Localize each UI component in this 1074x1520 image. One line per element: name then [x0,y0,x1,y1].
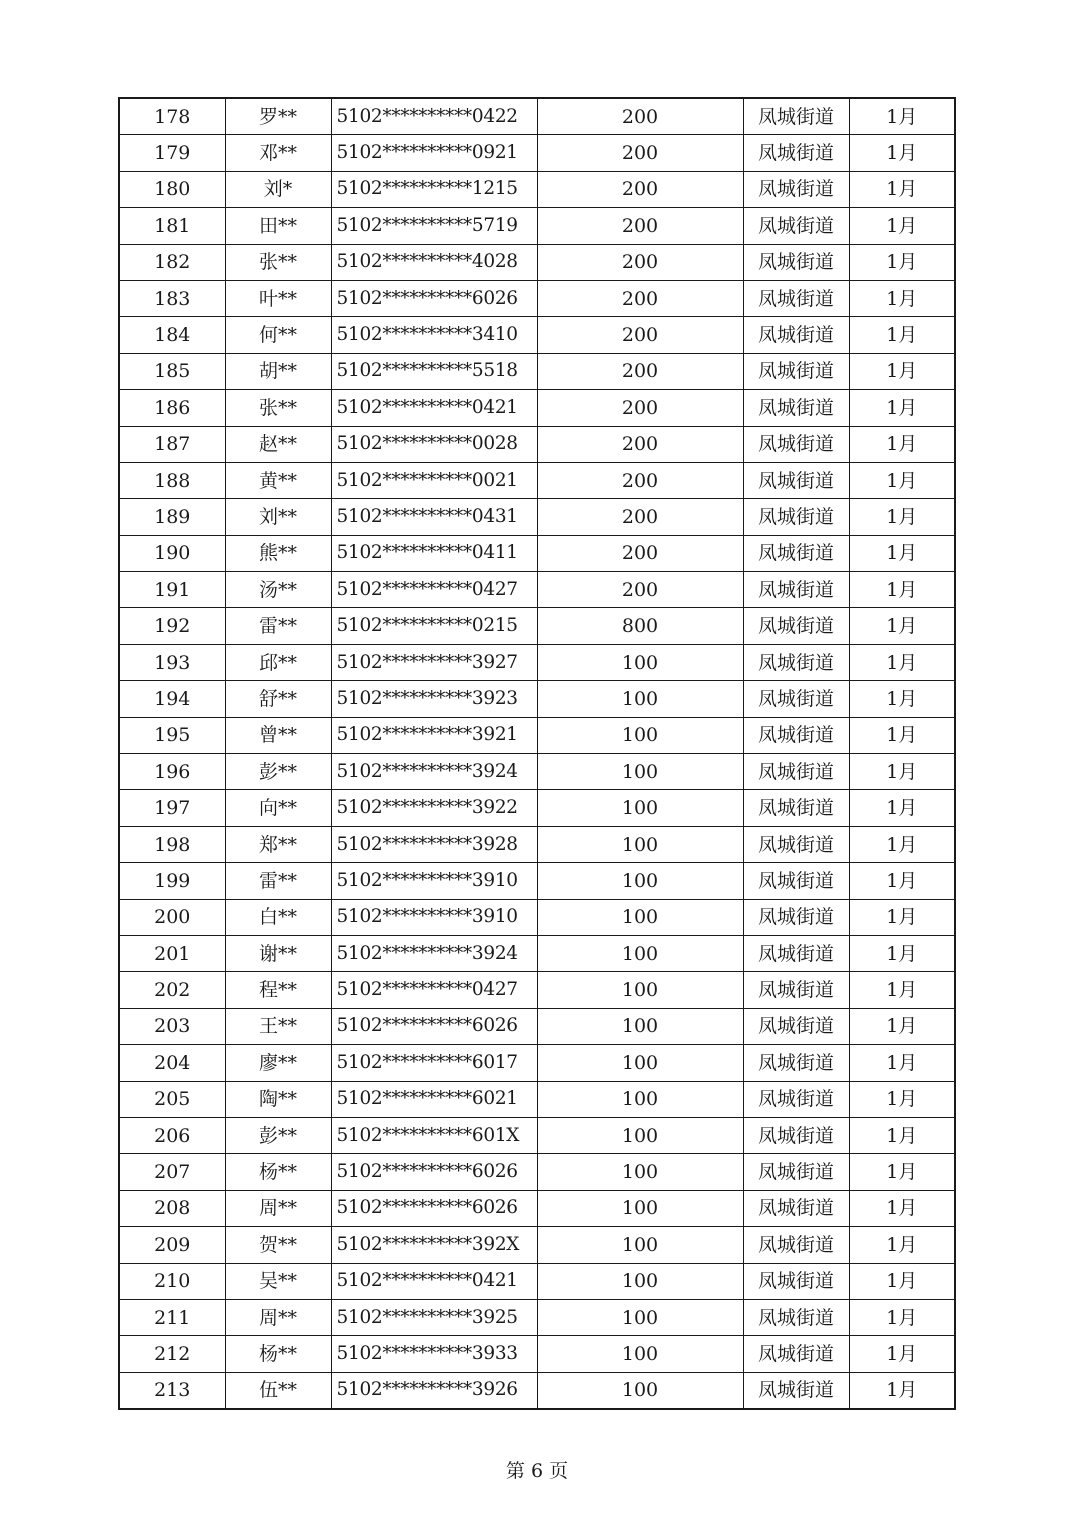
amount-cell: 200 [537,135,743,171]
table-row [119,1081,955,1117]
street-cell: 凤城街道 [743,1263,849,1299]
name-cell: 赵** [225,426,331,462]
street-cell: 凤城街道 [743,1081,849,1117]
row-number-cell: 209 [119,1227,225,1263]
street-cell: 凤城街道 [743,317,849,353]
table-row [119,535,955,571]
month-cell: 1月 [849,1117,955,1153]
amount-cell: 100 [537,1008,743,1044]
name-cell: 吴** [225,1263,331,1299]
id-number-cell: 5102**********3410 [331,317,537,353]
row-number-cell: 208 [119,1190,225,1226]
month-cell: 1月 [849,208,955,244]
name-cell: 雷** [225,863,331,899]
month-cell: 1月 [849,899,955,935]
name-cell: 张** [225,244,331,280]
amount-cell: 100 [537,935,743,971]
id-number-cell: 5102**********0021 [331,462,537,498]
id-number-cell: 5102**********0421 [331,1263,537,1299]
month-cell: 1月 [849,317,955,353]
name-cell: 伍** [225,1372,331,1409]
id-number-cell: 5102**********4028 [331,244,537,280]
id-number-cell: 5102**********0431 [331,499,537,535]
name-cell: 雷** [225,608,331,644]
street-cell: 凤城街道 [743,754,849,790]
street-cell: 凤城街道 [743,935,849,971]
street-cell: 凤城街道 [743,244,849,280]
row-number-cell: 207 [119,1154,225,1190]
month-cell: 1月 [849,1190,955,1226]
table-row [119,390,955,426]
street-cell: 凤城街道 [743,1117,849,1153]
row-number-cell: 213 [119,1372,225,1409]
id-number-cell: 5102**********0427 [331,572,537,608]
table-row [119,899,955,935]
month-cell: 1月 [849,681,955,717]
amount-cell: 100 [537,1081,743,1117]
row-number-cell: 195 [119,717,225,753]
table-row [119,1117,955,1153]
street-cell: 凤城街道 [743,1299,849,1335]
id-number-cell: 5102**********6026 [331,280,537,316]
name-cell: 田** [225,208,331,244]
data-table [118,97,956,1410]
table-row [119,244,955,280]
row-number-cell: 189 [119,499,225,535]
street-cell: 凤城街道 [743,135,849,171]
amount-cell: 100 [537,1154,743,1190]
month-cell: 1月 [849,535,955,571]
street-cell: 凤城街道 [743,717,849,753]
table-row [119,280,955,316]
id-number-cell: 5102**********3910 [331,863,537,899]
month-cell: 1月 [849,935,955,971]
table-row [119,681,955,717]
table-row [119,826,955,862]
street-cell: 凤城街道 [743,863,849,899]
name-cell: 郑** [225,826,331,862]
name-cell: 胡** [225,353,331,389]
name-cell: 周** [225,1190,331,1226]
amount-cell: 100 [537,972,743,1008]
amount-cell: 100 [537,1336,743,1372]
month-cell: 1月 [849,608,955,644]
table-row [119,572,955,608]
table-row [119,608,955,644]
amount-cell: 100 [537,826,743,862]
table-row [119,462,955,498]
amount-cell: 100 [537,681,743,717]
amount-cell: 200 [537,499,743,535]
street-cell: 凤城街道 [743,972,849,1008]
street-cell: 凤城街道 [743,426,849,462]
street-cell: 凤城街道 [743,171,849,207]
month-cell: 1月 [849,1372,955,1409]
name-cell: 王** [225,1008,331,1044]
street-cell: 凤城街道 [743,1372,849,1409]
street-cell: 凤城街道 [743,1190,849,1226]
row-number-cell: 178 [119,98,225,135]
row-number-cell: 199 [119,863,225,899]
street-cell: 凤城街道 [743,535,849,571]
street-cell: 凤城街道 [743,790,849,826]
amount-cell: 100 [537,863,743,899]
row-number-cell: 197 [119,790,225,826]
amount-cell: 100 [537,899,743,935]
page-number: 第 6 页 [505,1460,569,1482]
amount-cell: 100 [537,1372,743,1409]
amount-cell: 200 [537,171,743,207]
amount-cell: 200 [537,462,743,498]
row-number-cell: 184 [119,317,225,353]
table-row [119,1299,955,1335]
name-cell: 邓** [225,135,331,171]
row-number-cell: 196 [119,754,225,790]
month-cell: 1月 [849,863,955,899]
name-cell: 向** [225,790,331,826]
id-number-cell: 5102**********3921 [331,717,537,753]
table-row [119,1190,955,1226]
id-number-cell: 5102**********3922 [331,790,537,826]
id-number-cell: 5102**********6021 [331,1081,537,1117]
row-number-cell: 181 [119,208,225,244]
month-cell: 1月 [849,1227,955,1263]
id-number-cell: 5102**********3924 [331,935,537,971]
name-cell: 杨** [225,1154,331,1190]
month-cell: 1月 [849,972,955,1008]
id-number-cell: 5102**********1215 [331,171,537,207]
amount-cell: 100 [537,1299,743,1335]
street-cell: 凤城街道 [743,462,849,498]
table-row [119,317,955,353]
table-row [119,863,955,899]
month-cell: 1月 [849,1336,955,1372]
month-cell: 1月 [849,353,955,389]
amount-cell: 800 [537,608,743,644]
id-number-cell: 5102**********3928 [331,826,537,862]
month-cell: 1月 [849,426,955,462]
id-number-cell: 5102**********392X [331,1227,537,1263]
id-number-cell: 5102**********0422 [331,98,537,135]
row-number-cell: 179 [119,135,225,171]
id-number-cell: 5102**********6026 [331,1008,537,1044]
id-number-cell: 5102**********0921 [331,135,537,171]
table-body [119,98,955,1409]
name-cell: 程** [225,972,331,1008]
row-number-cell: 211 [119,1299,225,1335]
id-number-cell: 5102**********3925 [331,1299,537,1335]
name-cell: 汤** [225,572,331,608]
id-number-cell: 5102**********3924 [331,754,537,790]
row-number-cell: 210 [119,1263,225,1299]
month-cell: 1月 [849,1081,955,1117]
month-cell: 1月 [849,644,955,680]
table-row [119,935,955,971]
street-cell: 凤城街道 [743,208,849,244]
row-number-cell: 203 [119,1008,225,1044]
street-cell: 凤城街道 [743,1227,849,1263]
amount-cell: 100 [537,1227,743,1263]
street-cell: 凤城街道 [743,98,849,135]
month-cell: 1月 [849,754,955,790]
amount-cell: 200 [537,353,743,389]
table-row [119,1336,955,1372]
name-cell: 杨** [225,1336,331,1372]
table-row [119,426,955,462]
id-number-cell: 5102**********5719 [331,208,537,244]
month-cell: 1月 [849,244,955,280]
table-row [119,1045,955,1081]
street-cell: 凤城街道 [743,353,849,389]
id-number-cell: 5102**********3910 [331,899,537,935]
row-number-cell: 182 [119,244,225,280]
id-number-cell: 5102**********3927 [331,644,537,680]
row-number-cell: 180 [119,171,225,207]
month-cell: 1月 [849,280,955,316]
amount-cell: 100 [537,1045,743,1081]
amount-cell: 200 [537,208,743,244]
row-number-cell: 193 [119,644,225,680]
row-number-cell: 204 [119,1045,225,1081]
row-number-cell: 200 [119,899,225,935]
month-cell: 1月 [849,1263,955,1299]
table-row [119,171,955,207]
month-cell: 1月 [849,98,955,135]
table-row [119,754,955,790]
row-number-cell: 187 [119,426,225,462]
street-cell: 凤城街道 [743,280,849,316]
amount-cell: 200 [537,244,743,280]
street-cell: 凤城街道 [743,390,849,426]
name-cell: 熊** [225,535,331,571]
table-row [119,1008,955,1044]
table-row [119,98,955,135]
row-number-cell: 188 [119,462,225,498]
name-cell: 黄** [225,462,331,498]
table-row [119,1227,955,1263]
name-cell: 谢** [225,935,331,971]
table-row [119,717,955,753]
id-number-cell: 5102**********0028 [331,426,537,462]
month-cell: 1月 [849,717,955,753]
street-cell: 凤城街道 [743,681,849,717]
table-row [119,1372,955,1409]
month-cell: 1月 [849,1154,955,1190]
name-cell: 邱** [225,644,331,680]
street-cell: 凤城街道 [743,899,849,935]
amount-cell: 100 [537,754,743,790]
amount-cell: 200 [537,426,743,462]
table-row [119,644,955,680]
table-row [119,499,955,535]
id-number-cell: 5102**********6026 [331,1190,537,1226]
amount-cell: 100 [537,717,743,753]
name-cell: 罗** [225,98,331,135]
table-row [119,1263,955,1299]
row-number-cell: 201 [119,935,225,971]
amount-cell: 100 [537,644,743,680]
amount-cell: 200 [537,280,743,316]
amount-cell: 200 [537,572,743,608]
id-number-cell: 5102**********0411 [331,535,537,571]
month-cell: 1月 [849,1299,955,1335]
row-number-cell: 183 [119,280,225,316]
id-number-cell: 5102**********0421 [331,390,537,426]
row-number-cell: 190 [119,535,225,571]
month-cell: 1月 [849,171,955,207]
amount-cell: 100 [537,1263,743,1299]
amount-cell: 100 [537,1190,743,1226]
id-number-cell: 5102**********3926 [331,1372,537,1409]
street-cell: 凤城街道 [743,499,849,535]
street-cell: 凤城街道 [743,826,849,862]
name-cell: 舒** [225,681,331,717]
month-cell: 1月 [849,1045,955,1081]
row-number-cell: 202 [119,972,225,1008]
row-number-cell: 192 [119,608,225,644]
id-number-cell: 5102**********0427 [331,972,537,1008]
amount-cell: 100 [537,790,743,826]
row-number-cell: 186 [119,390,225,426]
row-number-cell: 194 [119,681,225,717]
row-number-cell: 205 [119,1081,225,1117]
table-row [119,790,955,826]
month-cell: 1月 [849,390,955,426]
month-cell: 1月 [849,826,955,862]
amount-cell: 100 [537,1117,743,1153]
id-number-cell: 5102**********3923 [331,681,537,717]
id-number-cell: 5102**********5518 [331,353,537,389]
name-cell: 陶** [225,1081,331,1117]
amount-cell: 200 [537,98,743,135]
month-cell: 1月 [849,135,955,171]
id-number-cell: 5102**********3933 [331,1336,537,1372]
name-cell: 周** [225,1299,331,1335]
id-number-cell: 5102**********601X [331,1117,537,1153]
name-cell: 白** [225,899,331,935]
table-row [119,353,955,389]
name-cell: 贺** [225,1227,331,1263]
name-cell: 刘* [225,171,331,207]
row-number-cell: 191 [119,572,225,608]
amount-cell: 200 [537,390,743,426]
row-number-cell: 212 [119,1336,225,1372]
month-cell: 1月 [849,462,955,498]
street-cell: 凤城街道 [743,1008,849,1044]
street-cell: 凤城街道 [743,572,849,608]
month-cell: 1月 [849,790,955,826]
month-cell: 1月 [849,1008,955,1044]
name-cell: 张** [225,390,331,426]
id-number-cell: 5102**********6017 [331,1045,537,1081]
month-cell: 1月 [849,499,955,535]
name-cell: 何** [225,317,331,353]
month-cell: 1月 [849,572,955,608]
street-cell: 凤城街道 [743,608,849,644]
street-cell: 凤城街道 [743,644,849,680]
name-cell: 刘** [225,499,331,535]
id-number-cell: 5102**********0215 [331,608,537,644]
street-cell: 凤城街道 [743,1154,849,1190]
street-cell: 凤城街道 [743,1336,849,1372]
table-row [119,208,955,244]
row-number-cell: 198 [119,826,225,862]
name-cell: 彭** [225,754,331,790]
row-number-cell: 185 [119,353,225,389]
id-number-cell: 5102**********6026 [331,1154,537,1190]
table-row [119,135,955,171]
table-row [119,972,955,1008]
row-number-cell: 206 [119,1117,225,1153]
name-cell: 廖** [225,1045,331,1081]
name-cell: 曾** [225,717,331,753]
amount-cell: 200 [537,317,743,353]
name-cell: 彭** [225,1117,331,1153]
table-row [119,1154,955,1190]
street-cell: 凤城街道 [743,1045,849,1081]
amount-cell: 200 [537,535,743,571]
name-cell: 叶** [225,280,331,316]
